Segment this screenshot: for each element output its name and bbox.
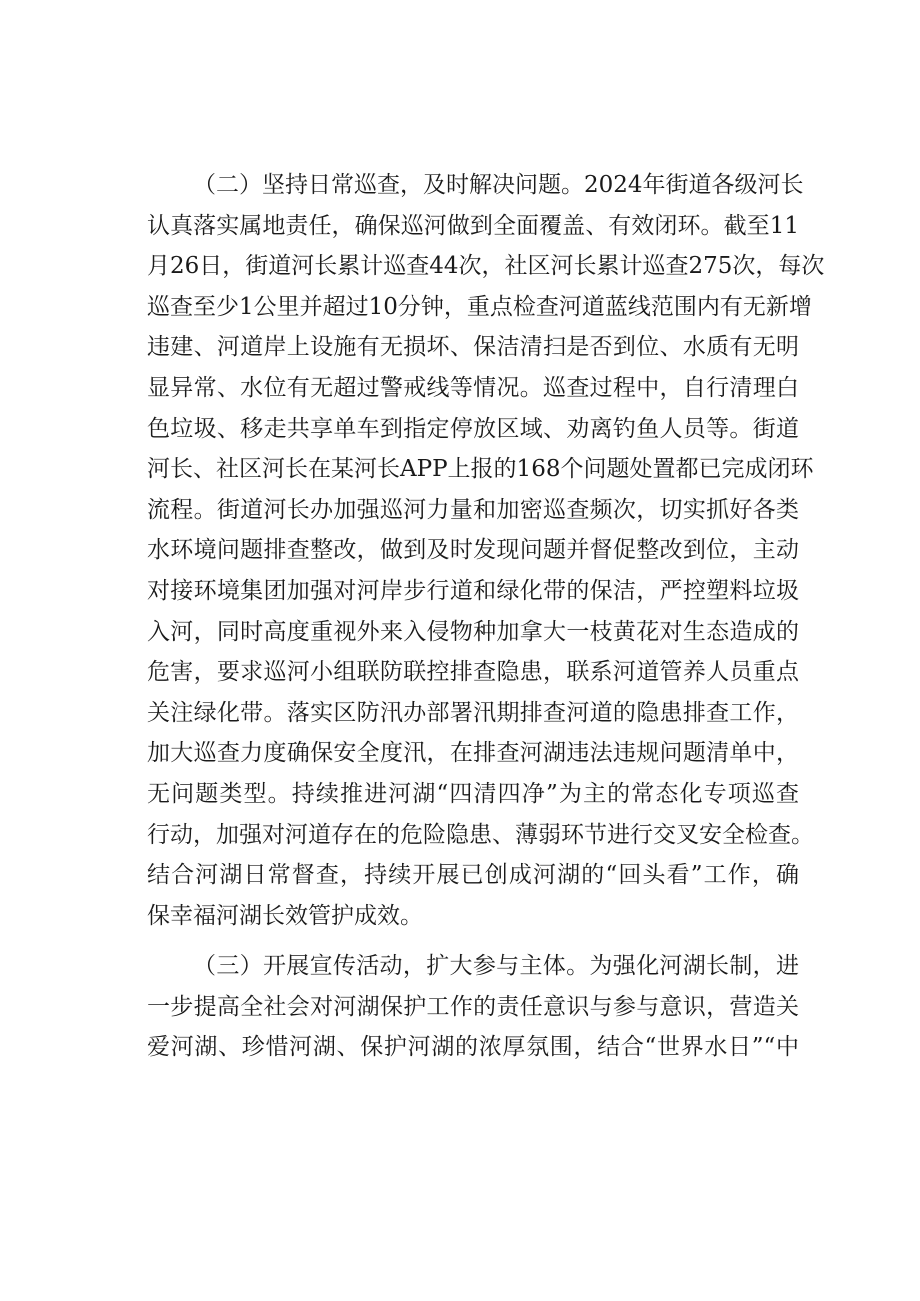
paragraph-line: 月26日，街道河长累计巡查44次，社区河长累计巡查275次，每次 <box>147 253 825 280</box>
paragraph-inspection <box>147 165 825 936</box>
paragraph-line: 巡查至少1公里并超过10分钟，重点检查河道蓝线范围内有无新增 <box>147 293 812 320</box>
paragraph-line: 危害，要求巡河小组联防联控排查隐患，联系河道管养人员重点 <box>147 659 799 686</box>
paragraph-line: 违建、河道岸上设施有无损坏、保洁清扫是否到位、水质有无明 <box>147 334 799 361</box>
paragraph-line: 一步提高全社会对河湖保护工作的责任意识与参与意识，营造关 <box>147 993 799 1020</box>
paragraph-publicity <box>147 946 799 1068</box>
paragraph-line: （三）开展宣传活动，扩大参与主体。为强化河湖长制，进 <box>193 953 799 980</box>
paragraph-gap <box>147 936 799 946</box>
paragraph-line: 保幸福河湖长效管护成效。 <box>147 902 423 929</box>
paragraph-line: 显异常、水位有无超过警戒线等情况。巡查过程中，自行清理白 <box>147 374 799 401</box>
paragraph-line: 流程。街道河长办加强巡河力量和加密巡查频次，切实抓好各类 <box>147 496 799 523</box>
paragraph-line: 加大巡查力度确保安全度汛，在排查河湖违法违规问题清单中， <box>147 740 799 767</box>
paragraph-line: 入河，同时高度重视外来入侵物种加拿大一枝黄花对生态造成的 <box>147 618 799 645</box>
paragraph-line: 爱河湖、珍惜河湖、保护河湖的浓厚氛围，结合“世界水日”“中 <box>147 1034 799 1061</box>
paragraph-line: 认真落实属地责任，确保巡河做到全面覆盖、有效闭环。截至11 <box>147 212 799 239</box>
paragraph-line: 结合河湖日常督查，持续开展已创成河湖的“回头看”工作，确 <box>147 862 799 889</box>
paragraph-line: 色垃圾、移走共享单车到指定停放区域、劝离钓鱼人员等。街道 <box>147 415 799 442</box>
paragraph-line: 对接环境集团加强对河岸步行道和绿化带的保洁，严控塑料垃圾 <box>147 577 799 604</box>
paragraph-line: （二）坚持日常巡查，及时解决问题。2024年街道各级河长 <box>193 172 804 198</box>
document-body <box>147 165 825 1068</box>
paragraph-line: 关注绿化带。落实区防汛办部署汛期排查河道的隐患排查工作， <box>147 699 799 726</box>
paragraph-line: 无问题类型。持续推进河湖“四清四净”为主的常态化专项巡查 <box>147 780 799 807</box>
paragraph-line: 行动，加强对河道存在的危险隐患、薄弱环节进行交叉安全检查。 <box>147 821 814 848</box>
paragraph-line: 水环境问题排查整改，做到及时发现问题并督促整改到位，主动 <box>147 537 799 564</box>
paragraph-line: 河长、社区河长在某河长APP上报的168个问题处置都已完成闭环 <box>147 456 814 483</box>
